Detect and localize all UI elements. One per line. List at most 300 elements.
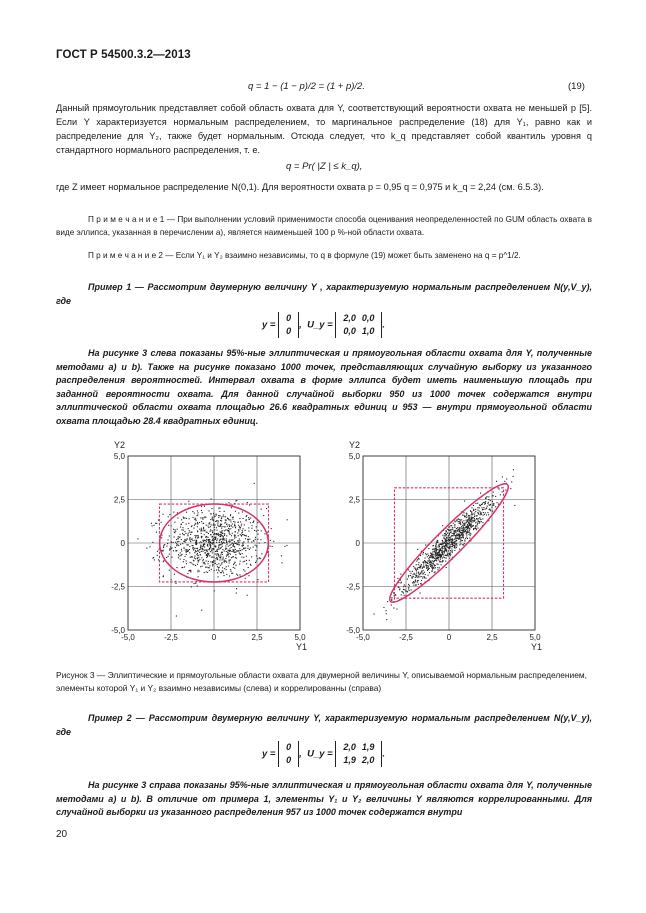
cov-cell: 1,9 [343, 755, 356, 765]
data-point [226, 569, 227, 570]
data-point [200, 554, 201, 555]
data-point [425, 578, 426, 579]
data-point [192, 540, 193, 541]
data-point [243, 541, 244, 542]
data-point [166, 546, 167, 547]
data-point [241, 532, 242, 533]
data-point [442, 546, 443, 547]
data-point [229, 551, 230, 552]
data-point [446, 531, 447, 532]
data-point [415, 577, 416, 578]
data-point [419, 574, 420, 575]
data-point [169, 514, 170, 515]
data-point [246, 560, 247, 561]
data-point [216, 533, 217, 534]
data-point [251, 541, 252, 542]
data-point [447, 553, 448, 554]
data-point [225, 522, 226, 523]
data-point [408, 576, 409, 577]
data-point [218, 515, 219, 516]
data-point [216, 564, 217, 565]
data-point [191, 586, 192, 587]
data-point [180, 526, 181, 527]
data-point [454, 533, 455, 534]
mean-label: y = [262, 319, 276, 331]
data-point [227, 530, 228, 531]
data-point [431, 562, 432, 563]
data-point [167, 543, 168, 544]
data-point [214, 516, 215, 517]
data-point [220, 526, 221, 527]
y-axis-label: Y2 [114, 440, 126, 450]
data-point [404, 589, 405, 590]
data-point [440, 559, 441, 560]
data-point [229, 548, 230, 549]
data-point [425, 544, 426, 545]
data-point [271, 528, 272, 529]
data-point [477, 507, 478, 508]
data-point [470, 519, 471, 520]
data-point [486, 508, 487, 509]
data-point [209, 565, 210, 566]
data-point [178, 541, 179, 542]
data-point [186, 549, 187, 550]
data-point [219, 507, 220, 508]
data-point [215, 554, 216, 555]
data-point [190, 571, 191, 572]
data-point [235, 511, 236, 512]
data-point [454, 539, 455, 540]
data-point [171, 557, 172, 558]
data-point [400, 574, 401, 575]
data-point [437, 567, 438, 568]
data-point [183, 530, 184, 531]
data-point [442, 557, 443, 558]
data-point [432, 569, 433, 570]
data-point [434, 566, 435, 567]
data-point [243, 557, 244, 558]
data-point [268, 554, 269, 555]
data-point [466, 514, 467, 515]
data-point [154, 559, 155, 560]
data-point [461, 530, 462, 531]
data-point [396, 609, 397, 610]
data-point [432, 557, 433, 558]
data-point [427, 560, 428, 561]
data-point [225, 519, 226, 520]
data-point [189, 549, 190, 550]
data-point [231, 573, 232, 574]
data-point [201, 545, 202, 546]
data-point [189, 530, 190, 531]
data-point [161, 522, 162, 523]
data-point [203, 523, 204, 524]
data-point [239, 574, 240, 575]
data-point [196, 554, 197, 555]
data-point [470, 525, 471, 526]
data-point [214, 590, 215, 591]
data-point [210, 519, 211, 520]
data-point [449, 533, 450, 534]
data-point [432, 565, 433, 566]
data-point [480, 518, 481, 519]
data-point [195, 551, 196, 552]
data-point [204, 546, 205, 547]
data-point [155, 523, 156, 524]
data-point [449, 548, 450, 549]
data-point [230, 521, 231, 522]
data-point [434, 568, 435, 569]
data-point [219, 559, 220, 560]
data-point [183, 518, 184, 519]
data-point [190, 537, 191, 538]
data-point [189, 540, 190, 541]
data-point [212, 565, 213, 566]
data-point [460, 524, 461, 525]
data-point [259, 543, 260, 544]
data-point [251, 528, 252, 529]
data-point [201, 536, 202, 537]
data-point [234, 522, 235, 523]
data-point [226, 548, 227, 549]
data-point [513, 469, 514, 470]
cov-cell: 1,9 [361, 742, 375, 752]
data-point [423, 576, 424, 577]
data-point [491, 507, 492, 508]
data-point [194, 540, 195, 541]
data-point [188, 550, 189, 551]
data-point [204, 550, 205, 551]
data-point [287, 519, 288, 520]
data-point [193, 528, 194, 529]
data-point [235, 531, 236, 532]
data-point [220, 535, 221, 536]
data-point [448, 553, 449, 554]
data-point [223, 516, 224, 517]
data-point [412, 582, 413, 583]
data-point [235, 557, 236, 558]
data-point [514, 505, 515, 506]
data-point [403, 589, 404, 590]
data-point [455, 530, 456, 531]
data-point [475, 511, 476, 512]
data-point [436, 543, 437, 544]
data-point [413, 585, 414, 586]
data-point [450, 530, 451, 531]
data-point [437, 553, 438, 554]
cov-label: U_y = [307, 748, 333, 760]
data-point [218, 517, 219, 518]
data-point [500, 494, 501, 495]
data-point [423, 563, 424, 564]
data-point [429, 559, 430, 560]
data-point [373, 613, 374, 614]
data-point [169, 535, 170, 536]
data-point [463, 527, 464, 528]
data-point [247, 545, 248, 546]
data-point [174, 532, 175, 533]
y-tick-label: 5,0 [113, 452, 125, 461]
data-point [453, 523, 454, 524]
data-point [456, 547, 457, 548]
data-point [208, 539, 209, 540]
data-point [422, 554, 423, 555]
data-point [456, 537, 457, 538]
data-point [213, 513, 214, 514]
data-point [219, 570, 220, 571]
data-point [222, 526, 223, 527]
data-point [185, 549, 186, 550]
data-point [458, 518, 459, 519]
data-point [451, 542, 452, 543]
data-point [493, 492, 494, 493]
data-point [181, 529, 182, 530]
data-point [454, 546, 455, 547]
data-point [228, 541, 229, 542]
data-point [264, 533, 265, 534]
data-point [460, 535, 461, 536]
data-point [393, 607, 394, 608]
data-point [443, 551, 444, 552]
data-point [227, 526, 228, 527]
data-point [204, 506, 205, 507]
data-point [196, 515, 197, 516]
data-point [181, 519, 182, 520]
data-point [485, 509, 486, 510]
data-point [199, 522, 200, 523]
data-point [457, 527, 458, 528]
data-point [186, 554, 187, 555]
data-point [442, 541, 443, 542]
data-point [462, 533, 463, 534]
data-point [447, 554, 448, 555]
data-point [215, 558, 216, 559]
data-point [248, 541, 249, 542]
data-point [463, 520, 464, 521]
data-point [207, 544, 208, 545]
data-point [226, 535, 227, 536]
data-point [465, 531, 466, 532]
data-point [203, 528, 204, 529]
data-point [244, 524, 245, 525]
data-point [434, 558, 435, 559]
data-point [226, 566, 227, 567]
data-point [203, 527, 204, 528]
data-point [428, 567, 429, 568]
data-point [219, 548, 220, 549]
data-point [462, 540, 463, 541]
data-point [492, 501, 493, 502]
data-point [465, 527, 466, 528]
data-point [218, 521, 219, 522]
x-tick-label: 2,5 [486, 633, 498, 642]
data-point [221, 516, 222, 517]
data-point [186, 518, 187, 519]
data-point [248, 527, 249, 528]
data-point [459, 535, 460, 536]
data-point [214, 570, 215, 571]
data-point [426, 562, 427, 563]
data-point [469, 530, 470, 531]
data-point [204, 562, 205, 563]
data-point [456, 534, 457, 535]
data-point [219, 567, 220, 568]
data-point [220, 532, 221, 533]
data-point [192, 517, 193, 518]
data-point [431, 563, 432, 564]
data-point [239, 529, 240, 530]
data-point [442, 552, 443, 553]
data-point [233, 544, 234, 545]
data-point [178, 554, 179, 555]
data-point [217, 523, 218, 524]
data-point [231, 547, 232, 548]
data-point [416, 572, 417, 573]
data-point [241, 525, 242, 526]
x-tick-label: -2,5 [164, 633, 178, 642]
data-point [477, 520, 478, 521]
data-point [218, 535, 219, 536]
data-point [448, 547, 449, 548]
data-point [454, 527, 455, 528]
data-point [461, 540, 462, 541]
data-point [462, 535, 463, 536]
data-point [409, 585, 410, 586]
data-point [488, 514, 489, 515]
x-tick-label: -5,0 [121, 633, 135, 642]
data-point [485, 512, 486, 513]
data-point [174, 522, 175, 523]
data-point [175, 529, 176, 530]
data-point [215, 536, 216, 537]
data-point [181, 549, 182, 550]
data-point [248, 539, 249, 540]
mean-cell: 0 [286, 742, 292, 752]
data-point [180, 552, 181, 553]
data-point [152, 542, 153, 543]
figure-caption: Рисунок 3 — Эллиптические и прямоугольные области охвата для двумерной величины Y, описываемой нормальным распределением, элементы которой Y₁ и Y₂ взаимно независимы (слева) и коррелированны (справа) [56, 670, 587, 693]
data-point [464, 531, 465, 532]
data-point [249, 539, 250, 540]
data-point [468, 527, 469, 528]
data-point [237, 532, 238, 533]
data-point [192, 548, 193, 549]
data-point [209, 548, 210, 549]
data-point [176, 545, 177, 546]
data-point [461, 528, 462, 529]
data-point [188, 501, 189, 502]
data-point [462, 536, 463, 537]
data-point [467, 528, 468, 529]
data-point [481, 504, 482, 505]
document-header: ГОСТ Р 54500.3.2—2013 [56, 49, 191, 61]
data-point [238, 540, 239, 541]
data-point [238, 529, 239, 530]
data-point [256, 555, 257, 556]
data-point [408, 584, 409, 585]
data-point [234, 536, 235, 537]
data-point [449, 542, 450, 543]
data-point [224, 533, 225, 534]
data-point [443, 543, 444, 544]
data-point [163, 576, 164, 577]
data-point [206, 567, 207, 568]
data-point [232, 527, 233, 528]
data-point [391, 597, 392, 598]
data-point [248, 575, 249, 576]
data-point [261, 553, 262, 554]
data-point [238, 535, 239, 536]
y-tick-label: 2,5 [113, 495, 125, 505]
data-point [214, 529, 215, 530]
data-point [211, 557, 212, 558]
data-point [214, 517, 215, 518]
data-point [415, 581, 416, 582]
data-point [250, 547, 251, 548]
data-point [420, 583, 421, 584]
data-point [422, 567, 423, 568]
data-point [445, 534, 446, 535]
data-point [407, 591, 408, 592]
data-point [511, 481, 512, 482]
data-point [183, 534, 184, 535]
mean-vector [278, 741, 299, 767]
data-point [213, 523, 214, 524]
data-point [432, 570, 433, 571]
data-point [459, 538, 460, 539]
data-point [398, 587, 399, 588]
data-point [207, 555, 208, 556]
data-point [188, 528, 189, 529]
data-point [432, 552, 433, 553]
data-point [464, 539, 465, 540]
data-point [479, 522, 480, 523]
data-point [418, 562, 419, 563]
data-point [187, 573, 188, 574]
data-point [234, 538, 235, 539]
data-point [448, 539, 449, 540]
data-point [453, 534, 454, 535]
data-point [212, 564, 213, 565]
data-point [204, 543, 205, 544]
data-point [201, 510, 202, 511]
data-point [415, 584, 416, 585]
y-tick-label: 2,5 [348, 495, 360, 505]
data-point [488, 504, 489, 505]
data-point [229, 562, 230, 563]
data-point [223, 542, 224, 543]
data-point [200, 517, 201, 518]
data-point [476, 519, 477, 520]
data-point [231, 551, 232, 552]
data-point [206, 555, 207, 556]
data-point [199, 542, 200, 543]
data-point [478, 518, 479, 519]
data-point [218, 554, 219, 555]
data-point [168, 556, 169, 557]
y-tick-label: 0 [120, 539, 125, 548]
data-point [417, 549, 418, 550]
data-point [173, 529, 174, 530]
data-point [194, 513, 195, 514]
data-point [468, 515, 469, 516]
data-point [236, 500, 237, 501]
data-point [177, 544, 178, 545]
data-point [195, 558, 196, 559]
data-point [204, 544, 205, 545]
data-point [447, 537, 448, 538]
data-point [220, 565, 221, 566]
